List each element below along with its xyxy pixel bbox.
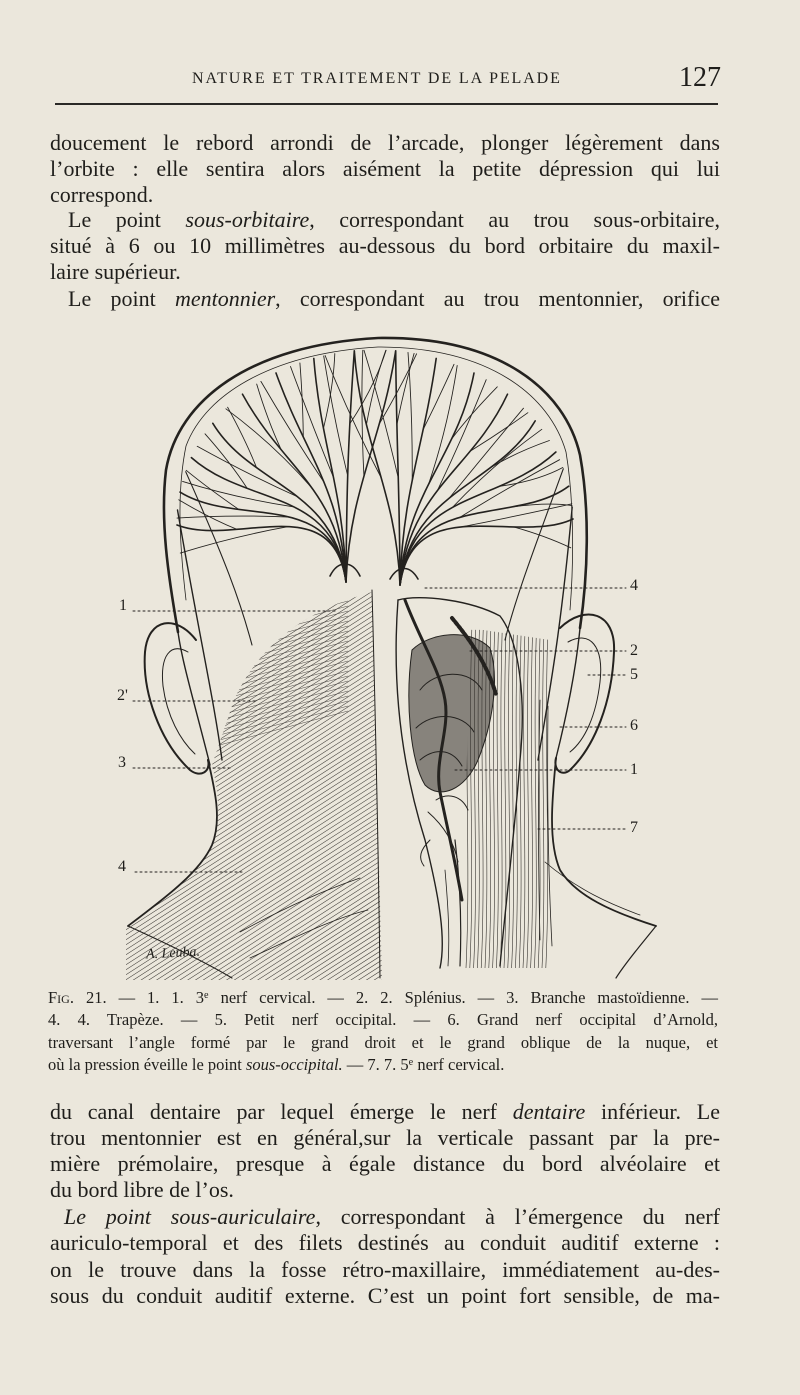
running-head-title: NATURE ET TRAITEMENT DE LA PELADE (192, 70, 562, 87)
muscle-fiber (110, 575, 382, 750)
muscle-fiber (110, 570, 382, 745)
figure-label: 5 (630, 666, 638, 683)
muscle-fiber (110, 775, 382, 950)
body-line: on le trouve dans la fosse rétro-maxillaire, immédiatement au-des- (50, 1257, 720, 1282)
superscript: e (408, 1056, 414, 1068)
muscle-fiber (110, 540, 382, 715)
muscle-fiber (110, 560, 382, 735)
muscle-fiber (110, 710, 382, 885)
muscle-fiber (110, 605, 382, 780)
figure-label: 4 (118, 858, 126, 875)
muscle-fiber (110, 965, 382, 985)
body-line: trou mentonnier est en général,sur la verticale passant par la pre- (50, 1125, 720, 1150)
muscle-fiber (110, 790, 382, 965)
body-line (64, 1204, 720, 1230)
muscle-fiber (110, 630, 382, 805)
italic-term: sous-orbitaire (185, 207, 310, 232)
nerve-twig (461, 504, 572, 527)
muscle-fiber (110, 725, 382, 900)
text-run: Le point (68, 207, 186, 232)
nerve-branch (400, 452, 556, 585)
nerve-twig (177, 516, 289, 518)
figure-label: 3 (118, 754, 126, 771)
muscle-fiber (110, 580, 382, 755)
text-run: — 7. 7. 5 (342, 1055, 409, 1074)
nerve-twig (423, 364, 454, 429)
muscle-fiber (110, 730, 382, 905)
nerve-twig (324, 356, 348, 476)
muscle-fiber (212, 696, 348, 732)
muscle-fiber (110, 655, 382, 830)
muscle-fiber (110, 770, 382, 945)
nerve-twig (408, 352, 412, 480)
italic-term: Le point sous-auriculaire (64, 1204, 316, 1229)
muscle-fiber (212, 691, 348, 727)
muscle-fiber (110, 905, 382, 985)
nerve-twig (437, 380, 486, 491)
text-run: , correspondant à l’émergence du nerf (315, 1204, 720, 1229)
superscript: e (204, 989, 209, 1001)
figure-label: 4 (630, 577, 638, 594)
muscle-fiber (531, 630, 533, 968)
nerve-twig (452, 429, 541, 507)
right-ear (555, 615, 614, 773)
body-line: l’orbite : elle sentira alors aisément la petite dépression qui lui (50, 156, 720, 181)
body-line: sous du conduit auditif externe. C’est un point fort sensible, de ma- (50, 1283, 720, 1308)
muscle-fiber (110, 640, 382, 815)
italic-term: mentonnier (174, 286, 276, 311)
muscle-fiber (527, 630, 529, 968)
muscle-fiber (110, 665, 382, 840)
muscle-fiber (110, 595, 382, 770)
muscle-fiber (110, 865, 382, 985)
muscle-fiber (110, 670, 382, 845)
nerve-branch (354, 351, 400, 585)
figure-label: 7 (630, 819, 638, 836)
nerve-branch (186, 472, 252, 645)
muscle-fiber (110, 585, 382, 760)
figure-caption-line (48, 987, 718, 1009)
muscle-fiber (110, 715, 382, 890)
figure-caption-line: traversant l’angle formé par le grand droit et le grand oblique de la nuque, et (48, 1033, 718, 1052)
text-run: nerf cervical. — 2. 2. Splénius. — 3. Branche mastoïdienne. — (208, 988, 718, 1007)
body-line: mière prémolaire, presque à égale distance du bord alvéolaire et (50, 1151, 720, 1176)
muscle-fiber (496, 630, 498, 968)
muscle-fiber (508, 630, 510, 968)
body-line (68, 207, 720, 233)
muscle-fiber (110, 885, 382, 985)
muscle-fiber (110, 695, 382, 870)
head-outline (164, 338, 587, 765)
figure-label: 6 (630, 717, 638, 734)
muscle-fiber (534, 630, 536, 968)
figure-label: 1 (630, 761, 638, 778)
body-line: laire supérieur. (50, 259, 181, 284)
muscle-fiber (110, 680, 382, 855)
figure-label: 1 (119, 597, 127, 614)
nerve-branch (346, 351, 396, 582)
muscle-fiber (110, 550, 382, 725)
muscle-fiber (110, 735, 382, 910)
muscle-fiber (110, 597, 382, 775)
text-run: nerf cervical. (413, 1055, 505, 1074)
nerve-branch (538, 507, 572, 760)
muscle-fiber (110, 700, 382, 875)
body-line: correspond. (50, 182, 154, 207)
nerve-twig (180, 527, 288, 554)
muscle-fiber (110, 625, 382, 800)
figure-label: 2 (630, 642, 638, 659)
figure-caption-line: 4. 4. Trapèze. — 5. Petit nerf occipital. — 6. Grand nerf occipital d’Arnold, (48, 1010, 718, 1029)
page-number: 127 (679, 62, 721, 93)
nerve-branch (346, 351, 354, 582)
nerve-twig (452, 387, 497, 439)
figure-label: 2' (117, 687, 128, 704)
muscle-fiber (512, 630, 514, 968)
nerve-twig (514, 527, 571, 548)
muscle-fiber (110, 740, 382, 915)
text-run: où la pression éveille le point (48, 1055, 246, 1074)
italic-term: dentaire (512, 1099, 586, 1124)
italic-term: sous-occipital. (245, 1055, 343, 1074)
dissected-region (396, 598, 522, 968)
muscle-fiber (110, 980, 382, 985)
muscle-fiber (110, 660, 382, 835)
body-line: doucement le rebord arrondi de l’arcade, plonger légèrement dans (50, 130, 720, 155)
muscle-fiber (110, 720, 382, 895)
nerve-twig (257, 384, 282, 450)
muscle-fiber (110, 750, 382, 925)
figure-number-label: Fig. (48, 988, 74, 1007)
text-run: Le point (68, 286, 175, 311)
nerve-twig (470, 413, 528, 451)
muscle-fiber (110, 650, 382, 825)
muscle-fiber (110, 765, 382, 940)
muscle-fiber (110, 687, 382, 865)
muscle-fiber (110, 685, 382, 860)
text-run: inférieur. Le (585, 1099, 720, 1124)
muscle-fiber (110, 645, 382, 820)
muscle-fiber (110, 745, 382, 920)
nerve-branch (243, 394, 347, 582)
nerve-twig (460, 460, 560, 518)
anatomical-figure (0, 325, 800, 985)
muscle-fiber (110, 635, 382, 810)
header-rule (55, 103, 718, 105)
muscle-fiber (523, 630, 525, 968)
nerve-branch (180, 492, 346, 582)
body-line: situé à 6 ou 10 millimètres au-dessous du bord orbitaire du maxil- (50, 233, 720, 258)
nerve-branch (400, 519, 573, 585)
muscle-fiber (110, 795, 382, 970)
muscle-fiber (110, 705, 382, 880)
muscle-fiber (500, 630, 502, 968)
muscle-fiber (110, 755, 382, 930)
text-run: du canal dentaire par lequel émerge le nerf (50, 1099, 513, 1124)
body-line: auriculo-temporal et des filets destinés au conduit auditif externe : (50, 1230, 720, 1255)
neck-outline (128, 590, 656, 978)
muscle-fiber (110, 620, 382, 795)
muscle-fiber (110, 855, 382, 985)
text-run: , correspondant au trou mentonnier, orifice (275, 286, 720, 311)
figure-caption-line (48, 1054, 718, 1076)
illustrator-signature: A. Leuba. (145, 944, 201, 963)
nerve-twig (491, 441, 549, 468)
left-ear (145, 623, 209, 774)
text-run: , correspondant au trou sous-orbitaire, (309, 207, 720, 232)
muscle-fiber (110, 565, 382, 740)
text-run: 21. — 1. 1. 3 (73, 988, 205, 1007)
nerve-branch (400, 486, 569, 585)
muscle-fiber (110, 610, 382, 785)
body-line (50, 1099, 720, 1125)
muscle-fiber (110, 590, 382, 765)
body-line (68, 286, 720, 312)
muscle-fiber (542, 630, 544, 968)
nerve-branch (177, 525, 346, 582)
nerve-twig (228, 407, 257, 467)
body-line: du bord libre de l’os. (50, 1177, 234, 1202)
